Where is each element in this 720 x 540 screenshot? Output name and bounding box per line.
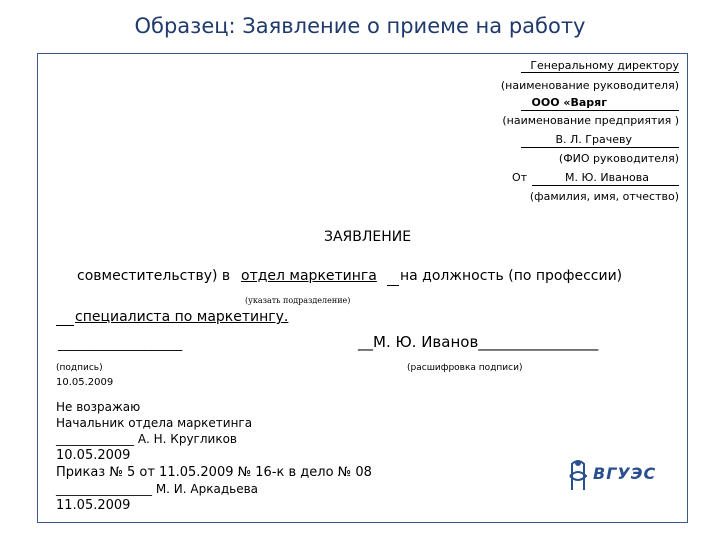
name-caption: (расшифровка подписи): [407, 363, 523, 373]
order-line: Приказ № 5 от 11.05.2009 № 16-к в дело № 08: [56, 465, 372, 480]
header-underline-4: [532, 185, 679, 186]
approval-signer: _____________ А. Н. Кругликов: [56, 432, 237, 446]
header-line-applicant: М. Ю. Иванова: [565, 171, 649, 184]
body-department-underline: [387, 285, 399, 286]
approval-line: Не возражаю: [56, 400, 141, 414]
approval-position: Начальник отдела маркетинга: [56, 416, 253, 430]
header-caption-recipient: (ФИО руководителя): [558, 152, 679, 165]
header-from-label: От: [512, 171, 528, 184]
header-caption-applicant: (фамилия, имя, отчество): [529, 190, 679, 203]
approval-date: 10.05.2009: [56, 448, 131, 463]
header-line-company: ООО «Варяг: [531, 96, 607, 109]
body-row1-suffix: на должность (по профессии): [400, 268, 623, 284]
order-signer: ________________ М. И. Аркадьева: [56, 482, 259, 496]
signature-name: __М. Ю. Иванов________________: [358, 333, 599, 351]
header-caption-company: (наименование предприятия ): [502, 114, 679, 127]
signature-line: ____________________: [58, 337, 183, 352]
order-date: 11.05.2009: [56, 498, 131, 513]
header-underline-1: [521, 72, 679, 73]
header-line-recipient: В. Л. Грачеву: [555, 133, 632, 146]
header-line-director: Генеральному директору: [530, 59, 679, 72]
body-row1-prefix: совместительству) в: [77, 268, 231, 284]
signature-caption: (подпись): [56, 363, 103, 373]
body-department: отдел маркетинга: [241, 268, 377, 284]
header-underline-3: [521, 147, 679, 148]
header-underline-2: [521, 110, 679, 111]
slide-title: Образец: Заявление о приеме на работу: [134, 14, 586, 38]
body-position: специалиста по маркетингу.: [75, 309, 289, 325]
logo-text: ВГУЭС: [593, 464, 657, 483]
application-date: 10.05.2009: [56, 377, 114, 388]
application-document: [37, 53, 688, 523]
header-caption-director: (наименование руководителя): [500, 79, 679, 92]
document-title: ЗАЯВЛЕНИЕ: [324, 229, 412, 245]
department-caption: (указать подразделение): [245, 296, 351, 305]
position-lead-underline: [56, 325, 74, 326]
